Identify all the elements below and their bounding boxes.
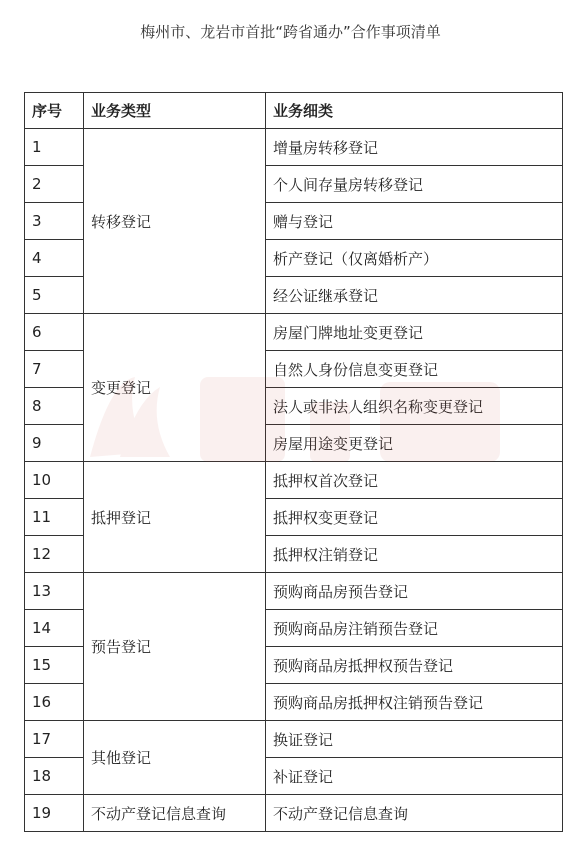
header-business-type: 业务类型	[84, 93, 266, 129]
serial-cell: 18	[25, 758, 84, 795]
serial-cell: 11	[25, 499, 84, 536]
business-detail-cell: 预购商品房注销预告登记	[266, 610, 563, 647]
business-detail-cell: 经公证继承登记	[266, 277, 563, 314]
table-row	[25, 573, 563, 610]
table-row	[25, 795, 563, 832]
header-serial: 序号	[25, 93, 84, 129]
business-type-cell: 其他登记	[84, 721, 266, 795]
serial-cell: 17	[25, 721, 84, 758]
table-body	[25, 129, 563, 832]
serial-cell: 3	[25, 203, 84, 240]
business-detail-cell: 换证登记	[266, 721, 563, 758]
business-detail-cell: 增量房转移登记	[266, 129, 563, 166]
serial-cell: 15	[25, 647, 84, 684]
business-type-cell: 不动产登记信息查询	[84, 795, 266, 832]
business-detail-cell: 预购商品房抵押权注销预告登记	[266, 684, 563, 721]
business-type-cell: 转移登记	[84, 129, 266, 314]
business-type-cell: 预告登记	[84, 573, 266, 721]
serial-cell: 16	[25, 684, 84, 721]
serial-cell: 7	[25, 351, 84, 388]
business-type-cell: 变更登记	[84, 314, 266, 462]
business-detail-cell: 不动产登记信息查询	[266, 795, 563, 832]
business-detail-cell: 法人或非法人组织名称变更登记	[266, 388, 563, 425]
matters-table	[24, 92, 563, 832]
serial-cell: 4	[25, 240, 84, 277]
serial-cell: 19	[25, 795, 84, 832]
serial-cell: 5	[25, 277, 84, 314]
table-row	[25, 314, 563, 351]
serial-cell: 14	[25, 610, 84, 647]
table-header-row	[25, 93, 563, 129]
business-detail-cell: 抵押权变更登记	[266, 499, 563, 536]
page-title: 梅州市、龙岩市首批“跨省通办”合作事项清单	[140, 23, 441, 41]
serial-cell: 1	[25, 129, 84, 166]
serial-cell: 10	[25, 462, 84, 499]
table-row	[25, 721, 563, 758]
business-detail-cell: 析产登记（仅离婚析产）	[266, 240, 563, 277]
business-detail-cell: 个人间存量房转移登记	[266, 166, 563, 203]
serial-cell: 13	[25, 573, 84, 610]
business-type-cell: 抵押登记	[84, 462, 266, 573]
business-detail-cell: 赠与登记	[266, 203, 563, 240]
business-detail-cell: 自然人身份信息变更登记	[266, 351, 563, 388]
table-row	[25, 129, 563, 166]
business-detail-cell: 抵押权注销登记	[266, 536, 563, 573]
serial-cell: 6	[25, 314, 84, 351]
business-detail-cell: 补证登记	[266, 758, 563, 795]
serial-cell: 12	[25, 536, 84, 573]
business-detail-cell: 房屋用途变更登记	[266, 425, 563, 462]
table-row	[25, 462, 563, 499]
business-detail-cell: 抵押权首次登记	[266, 462, 563, 499]
serial-cell: 2	[25, 166, 84, 203]
serial-cell: 9	[25, 425, 84, 462]
header-business-detail: 业务细类	[266, 93, 563, 129]
business-detail-cell: 预购商品房预告登记	[266, 573, 563, 610]
business-detail-cell: 房屋门牌地址变更登记	[266, 314, 563, 351]
business-detail-cell: 预购商品房抵押权预告登记	[266, 647, 563, 684]
serial-cell: 8	[25, 388, 84, 425]
